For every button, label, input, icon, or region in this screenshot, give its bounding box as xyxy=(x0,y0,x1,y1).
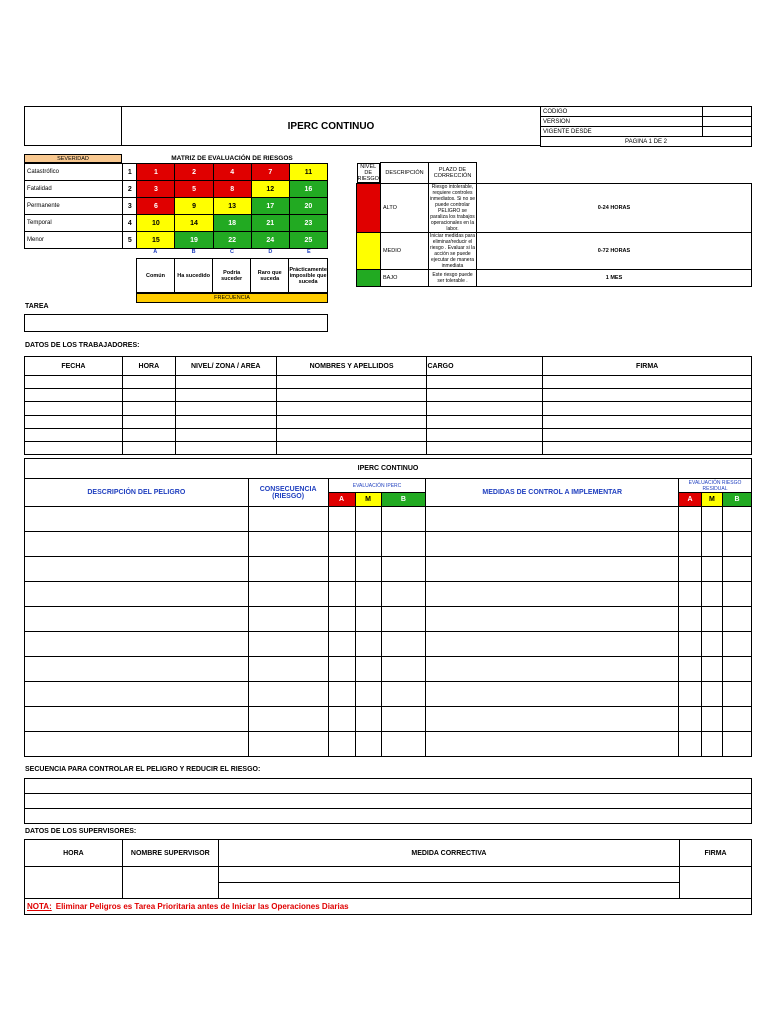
iperc-cell[interactable] xyxy=(355,707,381,732)
iperc-cell[interactable] xyxy=(355,532,381,557)
matrix-cell: 19 xyxy=(175,232,213,249)
severity-number: 1 xyxy=(123,164,137,181)
matrix-column-letter: C xyxy=(230,249,234,255)
iperc-cell[interactable] xyxy=(722,582,751,607)
workers-cell[interactable] xyxy=(543,428,752,441)
severity-number: 3 xyxy=(123,198,137,215)
iperc-cell[interactable] xyxy=(381,557,426,582)
matrix-cell: 15 xyxy=(137,232,175,249)
matrix-column-letter: D xyxy=(268,249,273,255)
iperc-cell[interactable] xyxy=(426,632,679,657)
workers-row xyxy=(25,376,752,389)
matrix-cell: 2 xyxy=(175,164,213,181)
iperc-cell[interactable] xyxy=(328,732,355,757)
workers-cell[interactable] xyxy=(25,441,123,454)
iperc-cell[interactable] xyxy=(248,507,328,532)
iperc-row xyxy=(25,657,752,682)
sup-medida-cell[interactable] xyxy=(218,883,679,899)
iperc-cell[interactable] xyxy=(355,582,381,607)
workers-cell[interactable] xyxy=(276,415,427,428)
iperc-cell[interactable] xyxy=(248,707,328,732)
matrix-column-labels xyxy=(136,258,328,293)
matrix-cell: 24 xyxy=(251,232,289,249)
iperc-cell[interactable] xyxy=(355,607,381,632)
matrix-column-label: Raro que suceda xyxy=(251,259,289,293)
iperc-cell[interactable] xyxy=(426,532,679,557)
secuencia-line[interactable] xyxy=(25,794,752,809)
iperc-cell[interactable] xyxy=(722,607,751,632)
iperc-cell[interactable] xyxy=(355,657,381,682)
matrix-column-label: Prácticamente imposible que suceda xyxy=(289,259,328,293)
workers-row xyxy=(25,428,752,441)
codigo-value xyxy=(703,107,752,117)
version-value xyxy=(703,117,752,127)
iperc-cell[interactable] xyxy=(381,732,426,757)
legend-plazo: 0-72 HORAS xyxy=(477,232,752,269)
matrix-cell: 9 xyxy=(175,198,213,215)
matrix-cell: 5 xyxy=(175,181,213,198)
iperc-cell[interactable] xyxy=(701,732,722,757)
matrix-column-letters xyxy=(136,249,328,258)
iperc-cell[interactable] xyxy=(701,707,722,732)
iperc-cell[interactable] xyxy=(328,582,355,607)
iperc-cell[interactable] xyxy=(701,657,722,682)
sup-hora-header: HORA xyxy=(25,840,123,867)
sup-nombre-header: NOMBRE SUPERVISOR xyxy=(122,840,218,867)
iperc-cell[interactable] xyxy=(381,657,426,682)
workers-cell[interactable] xyxy=(276,389,427,402)
workers-cell[interactable] xyxy=(543,402,752,415)
workers-cell[interactable] xyxy=(427,428,543,441)
matrix-cell: 13 xyxy=(213,198,251,215)
workers-cell[interactable] xyxy=(427,402,543,415)
workers-cell[interactable] xyxy=(122,415,175,428)
iperc-cell[interactable] xyxy=(25,682,249,707)
iperc-cell[interactable] xyxy=(679,507,702,532)
iperc-row xyxy=(25,557,752,582)
iperc-cell[interactable] xyxy=(248,682,328,707)
iperc-cell[interactable] xyxy=(679,732,702,757)
workers-table xyxy=(24,356,752,455)
workers-row xyxy=(25,415,752,428)
iperc-cell[interactable] xyxy=(25,532,249,557)
sup-hora-cell[interactable] xyxy=(25,867,123,899)
workers-cell[interactable] xyxy=(276,402,427,415)
iperc-cell[interactable] xyxy=(355,682,381,707)
iperc-row xyxy=(25,632,752,657)
iperc-cell[interactable] xyxy=(328,707,355,732)
severidad-label: SEVERIDAD xyxy=(24,154,122,163)
workers-cell[interactable] xyxy=(25,402,123,415)
iperc-cell[interactable] xyxy=(679,632,702,657)
matrix-cell: 1 xyxy=(137,164,175,181)
workers-header: FIRMA xyxy=(543,357,752,376)
risk-matrix xyxy=(24,163,328,249)
workers-row xyxy=(25,441,752,454)
workers-cell[interactable] xyxy=(427,389,543,402)
iperc-row xyxy=(25,732,752,757)
legend-color-swatch xyxy=(357,269,381,286)
consecuencia-header: CONSECUENCIA (RIESGO) xyxy=(248,479,328,507)
iperc-cell[interactable] xyxy=(722,682,751,707)
workers-cell[interactable] xyxy=(427,376,543,389)
iperc-cell[interactable] xyxy=(328,682,355,707)
workers-header: CARGO xyxy=(427,357,543,376)
legend-description: Riesgo intolerable, requiere controles inmediatos. Si no se puede controlar PELIGRO se paraliza los trabajos operacionales en la labor. xyxy=(429,183,476,232)
eval-b: B xyxy=(381,493,426,507)
iperc-cell[interactable] xyxy=(25,607,249,632)
nota-label: NOTA: xyxy=(27,902,52,911)
medidas-header: MEDIDAS DE CONTROL A IMPLEMENTAR xyxy=(426,479,679,507)
workers-header: HORA xyxy=(122,357,175,376)
matrix-cell: 7 xyxy=(251,164,289,181)
workers-header: NOMBRES Y APELLIDOS xyxy=(276,357,427,376)
iperc-cell[interactable] xyxy=(248,632,328,657)
legend-level: ALTO xyxy=(381,183,429,232)
doc-control-box xyxy=(540,106,752,146)
iperc-cell[interactable] xyxy=(328,607,355,632)
iperc-table xyxy=(24,458,752,764)
iperc-cell[interactable] xyxy=(722,707,751,732)
workers-cell[interactable] xyxy=(25,415,123,428)
workers-cell[interactable] xyxy=(25,428,123,441)
workers-cell[interactable] xyxy=(276,428,427,441)
iperc-cell[interactable] xyxy=(328,507,355,532)
matrix-column-letter: B xyxy=(191,249,196,255)
workers-header: NIVEL/ ZONA / AREA xyxy=(175,357,276,376)
matrix-cell: 11 xyxy=(289,164,327,181)
supervisors-title: DATOS DE LOS SUPERVISORES: xyxy=(25,828,137,835)
severity-number: 2 xyxy=(123,181,137,198)
legend-header-plazo: PLAZO DE CORRECCIÓN xyxy=(429,163,477,184)
workers-cell[interactable] xyxy=(543,389,752,402)
workers-header: FECHA xyxy=(25,357,123,376)
iperc-cell[interactable] xyxy=(248,532,328,557)
iperc-cell[interactable] xyxy=(679,582,702,607)
iperc-cell[interactable] xyxy=(679,557,702,582)
matrix-cell: 16 xyxy=(289,181,327,198)
eval-residual-header: EVALUACIÓN RIESGO RESIDUAL xyxy=(679,479,752,493)
nota-text: Eliminar Peligros es Tarea Prioritaria antes de Iniciar las Operaciones Diarias xyxy=(55,902,349,911)
matrix-column-letter: E xyxy=(306,249,311,255)
matrix-cell: 4 xyxy=(213,164,251,181)
vigente-value xyxy=(703,127,752,137)
matrix-cell: 3 xyxy=(137,181,175,198)
workers-cell[interactable] xyxy=(175,441,276,454)
legend-level: MEDIO xyxy=(381,232,429,269)
iperc-cell[interactable] xyxy=(381,582,426,607)
nota-box xyxy=(24,898,752,915)
workers-title: DATOS DE LOS TRABAJADORES: xyxy=(25,342,140,349)
secuencia-label: SECUENCIA PARA CONTROLAR EL PELIGRO Y REDUCIR EL RIESGO: xyxy=(25,766,261,773)
matrix-cell: 14 xyxy=(175,215,213,232)
frecuencia-label: FRECUENCIA xyxy=(136,293,328,303)
matrix-title: MATRIZ DE EVALUACIÓN DE RIESGOS xyxy=(171,154,293,162)
workers-cell[interactable] xyxy=(175,376,276,389)
workers-cell[interactable] xyxy=(276,441,427,454)
iperc-cell[interactable] xyxy=(25,657,249,682)
secuencia-line[interactable] xyxy=(25,809,752,824)
desc-peligro-header: DESCRIPCIÓN DEL PELIGRO xyxy=(25,479,249,507)
iperc-cell[interactable] xyxy=(701,607,722,632)
iperc-cell[interactable] xyxy=(701,632,722,657)
workers-cell[interactable] xyxy=(175,415,276,428)
iperc-cell[interactable] xyxy=(248,657,328,682)
iperc-cell[interactable] xyxy=(426,657,679,682)
legend-color-swatch xyxy=(357,183,381,232)
matrix-column-letter: A xyxy=(153,249,158,255)
workers-cell[interactable] xyxy=(543,441,752,454)
iperc-cell[interactable] xyxy=(679,657,702,682)
matrix-cell: 12 xyxy=(251,181,289,198)
severity-number: 5 xyxy=(123,232,137,249)
iperc-cell[interactable] xyxy=(381,632,426,657)
severity-number: 4 xyxy=(123,215,137,232)
legend-header-desc: DESCRIPCIÓN xyxy=(381,163,429,184)
residual-b: B xyxy=(722,493,751,507)
iperc-cell[interactable] xyxy=(426,707,679,732)
supervisors-table xyxy=(24,839,752,899)
workers-cell[interactable] xyxy=(122,402,175,415)
iperc-cell[interactable] xyxy=(328,532,355,557)
iperc-row xyxy=(25,507,752,532)
matrix-cell: 21 xyxy=(251,215,289,232)
legend-header-nivel: NIVEL DE RIESGO xyxy=(357,163,379,182)
sup-firma-cell[interactable] xyxy=(680,867,752,899)
eval-m: M xyxy=(355,493,381,507)
legend-level: BAJO xyxy=(381,269,429,286)
matrix-column-label: Común xyxy=(137,259,175,293)
matrix-cell: 10 xyxy=(137,215,175,232)
secuencia-lines xyxy=(24,778,752,823)
iperc-cell[interactable] xyxy=(426,732,679,757)
iperc-cell[interactable] xyxy=(381,682,426,707)
eval-iperc-header: EVALUACIÓN IPERC xyxy=(328,479,426,493)
iperc-cell[interactable] xyxy=(248,557,328,582)
sup-firma-header: FIRMA xyxy=(680,840,752,867)
matrix-cell: 18 xyxy=(213,215,251,232)
severity-name: Menor xyxy=(25,232,123,249)
severity-name: Fatalidad xyxy=(25,181,123,198)
workers-cell[interactable] xyxy=(175,402,276,415)
iperc-cell[interactable] xyxy=(679,607,702,632)
workers-cell[interactable] xyxy=(427,415,543,428)
iperc-cell[interactable] xyxy=(722,632,751,657)
iperc-cell[interactable] xyxy=(722,557,751,582)
iperc-cell[interactable] xyxy=(25,557,249,582)
severity-name: Temporal xyxy=(25,215,123,232)
iperc-cell[interactable] xyxy=(426,507,679,532)
matrix-cell: 23 xyxy=(289,215,327,232)
iperc-cell[interactable] xyxy=(701,582,722,607)
legend-description: Este riesgo puede ser tolerable . xyxy=(429,269,477,286)
iperc-cell[interactable] xyxy=(426,582,679,607)
version-label: VERSION xyxy=(541,117,703,127)
workers-cell[interactable] xyxy=(276,376,427,389)
workers-cell[interactable] xyxy=(175,389,276,402)
iperc-cell[interactable] xyxy=(248,582,328,607)
iperc-cell[interactable] xyxy=(381,707,426,732)
legend-plazo: 1 MES xyxy=(477,269,752,286)
tarea-field[interactable] xyxy=(24,314,328,332)
workers-row xyxy=(25,402,752,415)
secuencia-line[interactable] xyxy=(25,779,752,794)
iperc-cell[interactable] xyxy=(722,507,751,532)
iperc-cell[interactable] xyxy=(426,682,679,707)
risk-legend xyxy=(356,162,752,284)
matrix-cell: 6 xyxy=(137,198,175,215)
matrix-column-label: Ha sucedido xyxy=(175,259,213,293)
workers-cell[interactable] xyxy=(122,441,175,454)
residual-a: A xyxy=(679,493,702,507)
matrix-cell: 17 xyxy=(251,198,289,215)
iperc-row xyxy=(25,532,752,557)
workers-cell[interactable] xyxy=(175,428,276,441)
sup-medida-header: MEDIDA CORRECTIVA xyxy=(218,840,679,867)
iperc-cell[interactable] xyxy=(722,532,751,557)
iperc-cell[interactable] xyxy=(701,532,722,557)
iperc-cell[interactable] xyxy=(328,557,355,582)
matrix-cell: 8 xyxy=(213,181,251,198)
header-logo-box xyxy=(24,106,122,146)
iperc-cell[interactable] xyxy=(248,732,328,757)
iperc-row xyxy=(25,607,752,632)
iperc-row xyxy=(25,682,752,707)
iperc-cell[interactable] xyxy=(701,682,722,707)
iperc-cell[interactable] xyxy=(355,732,381,757)
workers-cell[interactable] xyxy=(25,389,123,402)
iperc-cell[interactable] xyxy=(381,507,426,532)
iperc-row xyxy=(25,582,752,607)
matrix-cell: 22 xyxy=(213,232,251,249)
workers-cell[interactable] xyxy=(543,376,752,389)
legend-color-swatch xyxy=(357,232,381,269)
vigente-label: VIGENTE DESDE xyxy=(541,127,703,137)
workers-cell[interactable] xyxy=(122,376,175,389)
legend-description: Iniciar medidas para eliminar/reducir el riesgo . Evaluar si la acción se puede ejecutar de manera inmediata xyxy=(429,232,476,269)
iperc-cell[interactable] xyxy=(25,632,249,657)
tarea-label: TAREA xyxy=(25,303,49,310)
iperc-cell[interactable] xyxy=(722,732,751,757)
severity-name: Catastrófico xyxy=(25,164,123,181)
iperc-cell[interactable] xyxy=(679,532,702,557)
workers-cell[interactable] xyxy=(427,441,543,454)
iperc-cell[interactable] xyxy=(25,732,249,757)
workers-cell[interactable] xyxy=(122,428,175,441)
iperc-cell[interactable] xyxy=(701,557,722,582)
workers-row xyxy=(25,389,752,402)
residual-m: M xyxy=(701,493,722,507)
iperc-cell[interactable] xyxy=(679,707,702,732)
iperc-cell[interactable] xyxy=(355,557,381,582)
iperc-cell[interactable] xyxy=(248,607,328,632)
iperc-cell[interactable] xyxy=(328,632,355,657)
iperc-cell[interactable] xyxy=(381,532,426,557)
eval-a: A xyxy=(328,493,355,507)
workers-cell[interactable] xyxy=(25,376,123,389)
workers-cell[interactable] xyxy=(122,389,175,402)
iperc-cell[interactable] xyxy=(701,507,722,532)
matrix-column-label: Podría suceder xyxy=(213,259,251,293)
iperc-cell[interactable] xyxy=(328,657,355,682)
iperc-cell[interactable] xyxy=(722,657,751,682)
iperc-cell[interactable] xyxy=(25,507,249,532)
iperc-cell[interactable] xyxy=(679,682,702,707)
page-title: IPERC CONTINUO xyxy=(121,106,541,146)
iperc-cell[interactable] xyxy=(25,707,249,732)
severity-name: Permanente xyxy=(25,198,123,215)
iperc-cell[interactable] xyxy=(25,582,249,607)
iperc-row xyxy=(25,707,752,732)
iperc-cell[interactable] xyxy=(426,607,679,632)
matrix-cell: 20 xyxy=(289,198,327,215)
legend-plazo: 0-24 HORAS xyxy=(477,183,752,232)
codigo-label: CODIGO xyxy=(541,107,703,117)
sup-nombre-cell[interactable] xyxy=(122,867,218,899)
iperc-cell[interactable] xyxy=(355,507,381,532)
iperc-cell[interactable] xyxy=(426,557,679,582)
matrix-cell: 25 xyxy=(289,232,327,249)
pagina-label: PAGINA 1 DE 2 xyxy=(541,137,752,147)
iperc-title: IPERC CONTINUO xyxy=(25,459,752,479)
iperc-cell[interactable] xyxy=(381,607,426,632)
workers-cell[interactable] xyxy=(543,415,752,428)
iperc-cell[interactable] xyxy=(355,632,381,657)
sup-medida-cell[interactable] xyxy=(218,867,679,883)
